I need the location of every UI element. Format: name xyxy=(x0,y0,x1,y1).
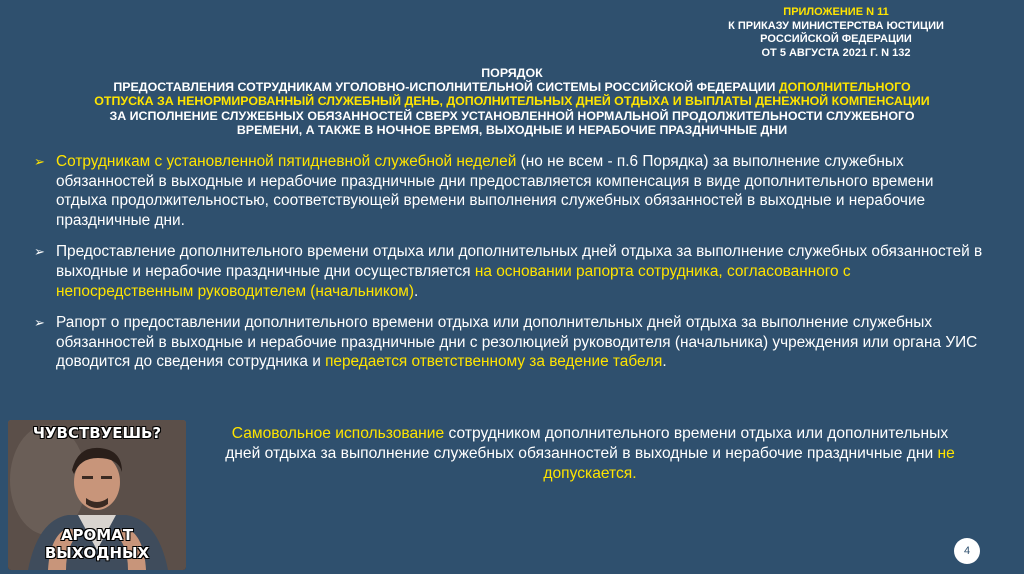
arrow-bullet-icon: ➢ xyxy=(34,315,45,331)
appendix-order-line: К ПРИКАЗУ МИНИСТЕРСТВА ЮСТИЦИИ xyxy=(728,19,944,32)
header-line-4: ВРЕМЕНИ, А ТАКЖЕ В НОЧНОЕ ВРЕМЯ, ВЫХОДНЫЕ И НЕРАБОЧИЕ ПРАЗДНИЧНЫЕ ДНИ xyxy=(236,122,788,137)
final-text: сотрудником дополнительного времени отдыха или дополнительных дней отдыха за выполнение служебных обязанностей в выходные и нерабочие праздничные дни xyxy=(225,425,949,462)
bullet-3-highlight: передается ответственному за ведение табеля xyxy=(325,353,663,371)
final-highlight-1: Самовольное использование xyxy=(231,425,445,442)
final-highlight-2: не допускается. xyxy=(543,445,955,482)
meme-caption-top: ЧУВСТВУЕШЬ? xyxy=(32,424,162,442)
appendix-block xyxy=(686,6,986,60)
page-number: 4 xyxy=(954,538,980,564)
bullet-3-end: . xyxy=(662,353,667,371)
header-line-1-highlight: ДОПОЛНИТЕЛЬНОГО xyxy=(778,80,911,95)
header-title: ПОРЯДОК xyxy=(481,66,543,80)
arrow-bullet-icon: ➢ xyxy=(34,154,45,169)
header-line-1 xyxy=(28,80,996,94)
bullet-item-3 xyxy=(34,313,984,372)
arrow-bullet-icon: ➢ xyxy=(34,244,45,260)
bullet-item-1 xyxy=(34,152,984,230)
bullet-1-text: (но не всем - п.6 Порядка) за выполнение служебных обязанностей в выходные и нерабочие праздничные дни предоставляется компенсация в виде дополнительного времени отдыха продолжительностью, соответствующей времени выполнения служебных обязанностей в выходные и нерабочие праздничные дни. xyxy=(56,153,934,229)
document-header xyxy=(28,66,996,137)
meme-caption-bottom: АРОМАТ ВЫХОДНЫХ xyxy=(44,526,150,562)
final-statement xyxy=(220,424,960,484)
bullet-item-2 xyxy=(34,242,984,301)
meme-image xyxy=(8,420,186,570)
header-line-3: ЗА ИСПОЛНЕНИЕ СЛУЖЕБНЫХ ОБЯЗАННОСТЕЙ СВЕРХ УСТАНОВЛЕННОЙ НОРМАЛЬНОЙ ПРОДОЛЖИТЕЛЬНОСТИ СЛУЖЕБНОГО xyxy=(109,108,915,123)
bullet-2-highlight: на основании рапорта сотрудника, согласованного с непосредственным руководителем (начальником) xyxy=(56,262,851,300)
bullet-list xyxy=(34,152,984,384)
header-line-1-text: ПРЕДОСТАВЛЕНИЯ СОТРУДНИКАМ УГОЛОВНО-ИСПОЛНИТЕЛЬНОЙ СИСТЕМЫ РОССИЙСКОЙ ФЕДЕРАЦИИ xyxy=(113,80,779,95)
bullet-3-text: Рапорт о предоставлении дополнительного времени отдыха или дополнительных дней отдыха за выполнение служебных обязанностей в выходные и нерабочие праздничные дни с резолюцией руководителя (начальника) учреждения или органа УИС доводится до сведения сотрудника и xyxy=(56,314,978,371)
header-line-2: ОТПУСКА ЗА НЕНОРМИРОВАННЫЙ СЛУЖЕБНЫЙ ДЕНЬ, ДОПОЛНИТЕЛЬНЫХ ДНЕЙ ОТДЫХА И ВЫПЛАТЫ ДЕНЕЖНОЙ КОМПЕНСАЦИИ xyxy=(94,94,930,109)
appendix-number: ПРИЛОЖЕНИЕ N 11 xyxy=(783,6,889,18)
appendix-country-line: РОССИЙСКОЙ ФЕДЕРАЦИИ xyxy=(760,33,912,45)
bullet-2-text: Предоставление дополнительного времени отдыха или дополнительных дней отдыха за выполнение служебных обязанностей в выходные и нерабочие праздничные дни осуществляется xyxy=(56,243,983,280)
appendix-date-line: ОТ 5 АВГУСТА 2021 Г. N 132 xyxy=(761,46,911,59)
bullet-1-highlight: Сотрудникам с установленной пятидневной служебной неделей xyxy=(56,153,517,170)
bullet-2-end: . xyxy=(414,282,419,300)
